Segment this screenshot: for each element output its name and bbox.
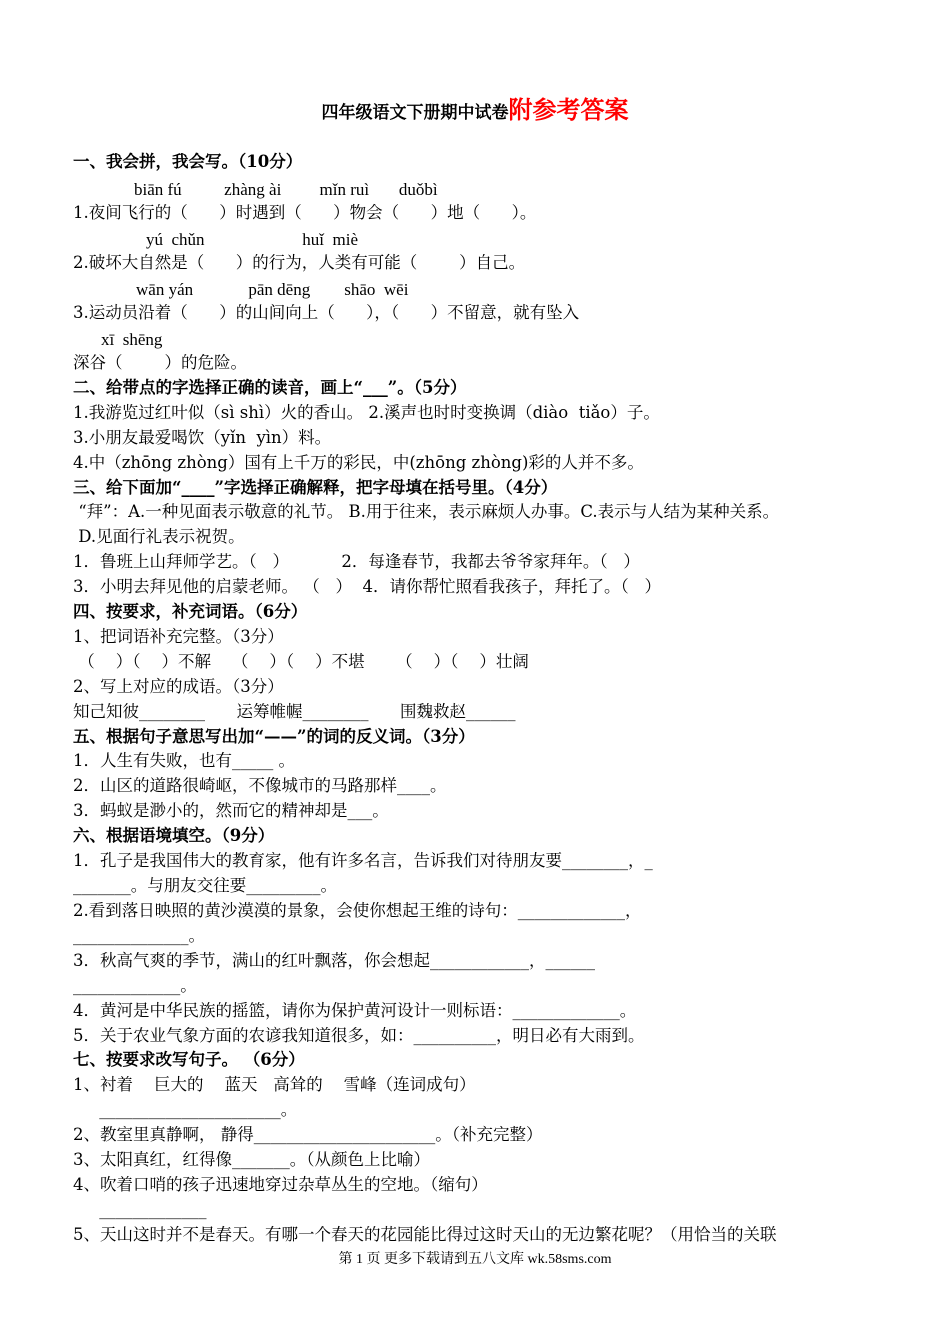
question-line: 1.夜间飞行的（ ）时遇到（ ）物会（ ）地（ ）。: [73, 203, 537, 222]
question-line: D.见面行礼表示祝贺。: [73, 527, 245, 546]
question-line: _____________。: [73, 976, 197, 995]
question-line: ______________________。: [73, 1100, 298, 1119]
pinyin-line: yú chǔn huǐ miè: [146, 230, 359, 249]
question-line: 3.小朋友最爱喝饮（yǐn yìn）料。: [73, 428, 332, 447]
question-line: 3．蚂蚁是渺小的，然而它的精神却是___。: [73, 801, 389, 820]
question-line: 4.中（zhōng zhòng）国有上千万的彩民，中(zhōng zhòng)彩的人并不多。: [73, 453, 644, 472]
question-line: 2.破坏大自然是（ ）的行为，人类有可能（ ）自己。: [73, 253, 526, 272]
question-line: 2、教室里真静啊， 静得______________________。（补充完整）: [73, 1125, 543, 1144]
section-heading: 二、给带点的字选择正确的读音，画上“___”。（5分）: [73, 378, 467, 397]
page-title: [0, 90, 950, 125]
pinyin-line: wān yán pān dēng shāo wēi: [136, 280, 409, 299]
question-line: 1.我游览过红叶似（sì shì）火的香山。 2.溪声也时时变换调（diào tiǎo）子。: [73, 403, 660, 422]
question-line: 1．人生有失败，也有_____ 。: [73, 751, 295, 770]
pinyin-line: biān fú zhàng ài mǐn ruì duǒbì: [134, 180, 438, 199]
question-line: （ ）（ ）不解 （ ）（ ）不堪 （ ）（ ）壮阔: [73, 652, 529, 671]
question-line: 2．山区的道路很崎岖，不像城市的马路那样____。: [73, 776, 447, 795]
section-heading: 三、给下面加“____”字选择正确解释，把字母填在括号里。（4分）: [73, 478, 558, 497]
section-heading: 一、我会拼，我会写。（10分）: [73, 152, 303, 171]
section-heading: 六、根据语境填空。（9分）: [73, 826, 275, 845]
question-line: _______。与朋友交往要_________。: [73, 876, 337, 895]
pinyin-line: xī shēng: [101, 330, 163, 349]
section-heading: 四、按要求，补充词语。（6分）: [73, 602, 308, 621]
page-footer: 第 1 页 更多下载请到五八文库 wk.58sms.com: [338, 1252, 612, 1267]
question-line: 3、太阳真红，红得像_______。（从颜色上比喻）: [73, 1150, 430, 1169]
question-line: ______________。: [73, 926, 205, 945]
section-heading: 五、根据句子意思写出加“——”的词的反义词。（3分）: [73, 727, 475, 746]
section-heading: 七、按要求改写句子。 （6分）: [73, 1050, 305, 1069]
question-line: 2、写上对应的成语。（3分）: [73, 677, 284, 696]
question-line: 5．关于农业气象方面的农谚我知道很多，如：__________，明日必有大雨到。: [73, 1026, 645, 1045]
question-line: 知己知彼________ 运筹帷幄________ 围魏救赵______: [73, 702, 516, 721]
question-line: 5、天山这时并不是春天。有哪一个春天的花园能比得过这时天山的无边繁花呢？（用恰当的关联: [73, 1225, 777, 1244]
question-line: “拜”：A.一种见面表示敬意的礼节。 B.用于往来，表示麻烦人办事。C.表示与人结为某种关系。: [73, 502, 780, 521]
title-main: 四年级语文下册期中试卷: [321, 103, 509, 123]
question-line: 1．孔子是我国伟大的教育家，他有许多名言，告诉我们对待朋友要________，_: [73, 851, 653, 870]
question-line: _____________: [73, 1200, 207, 1219]
question-line: 4、吹着口哨的孩子迅速地穿过杂草丛生的空地。（缩句）: [73, 1175, 488, 1194]
question-line: 1．鲁班上山拜师学艺。（ ） 2．每逢春节，我都去爷爷家拜年。（ ）: [73, 552, 640, 571]
question-line: 3．小明去拜见他的启蒙老师。 （ ） 4．请你帮忙照看我孩子，拜托了。（ ）: [73, 577, 661, 596]
question-line: 1、衬着 巨大的 蓝天 高耸的 雪峰（连词成句）: [73, 1075, 476, 1094]
title-suffix: 附参考答案: [508, 95, 629, 124]
question-line: 2.看到落日映照的黄沙漠漠的景象，会使你想起王维的诗句：_____________，: [73, 901, 642, 920]
question-line: 3．秋高气爽的季节，满山的红叶飘落，你会想起____________，______: [73, 951, 595, 970]
question-line: 1、把词语补充完整。（3分）: [73, 627, 284, 646]
question-line: 深谷（ ）的危险。: [73, 353, 247, 372]
question-line: 4．黄河是中华民族的摇篮，请你为保护黄河设计一则标语：_____________。: [73, 1001, 637, 1020]
question-line: 3.运动员沿着（ ）的山间向上（ ），（ ）不留意，就有坠入: [73, 303, 580, 322]
